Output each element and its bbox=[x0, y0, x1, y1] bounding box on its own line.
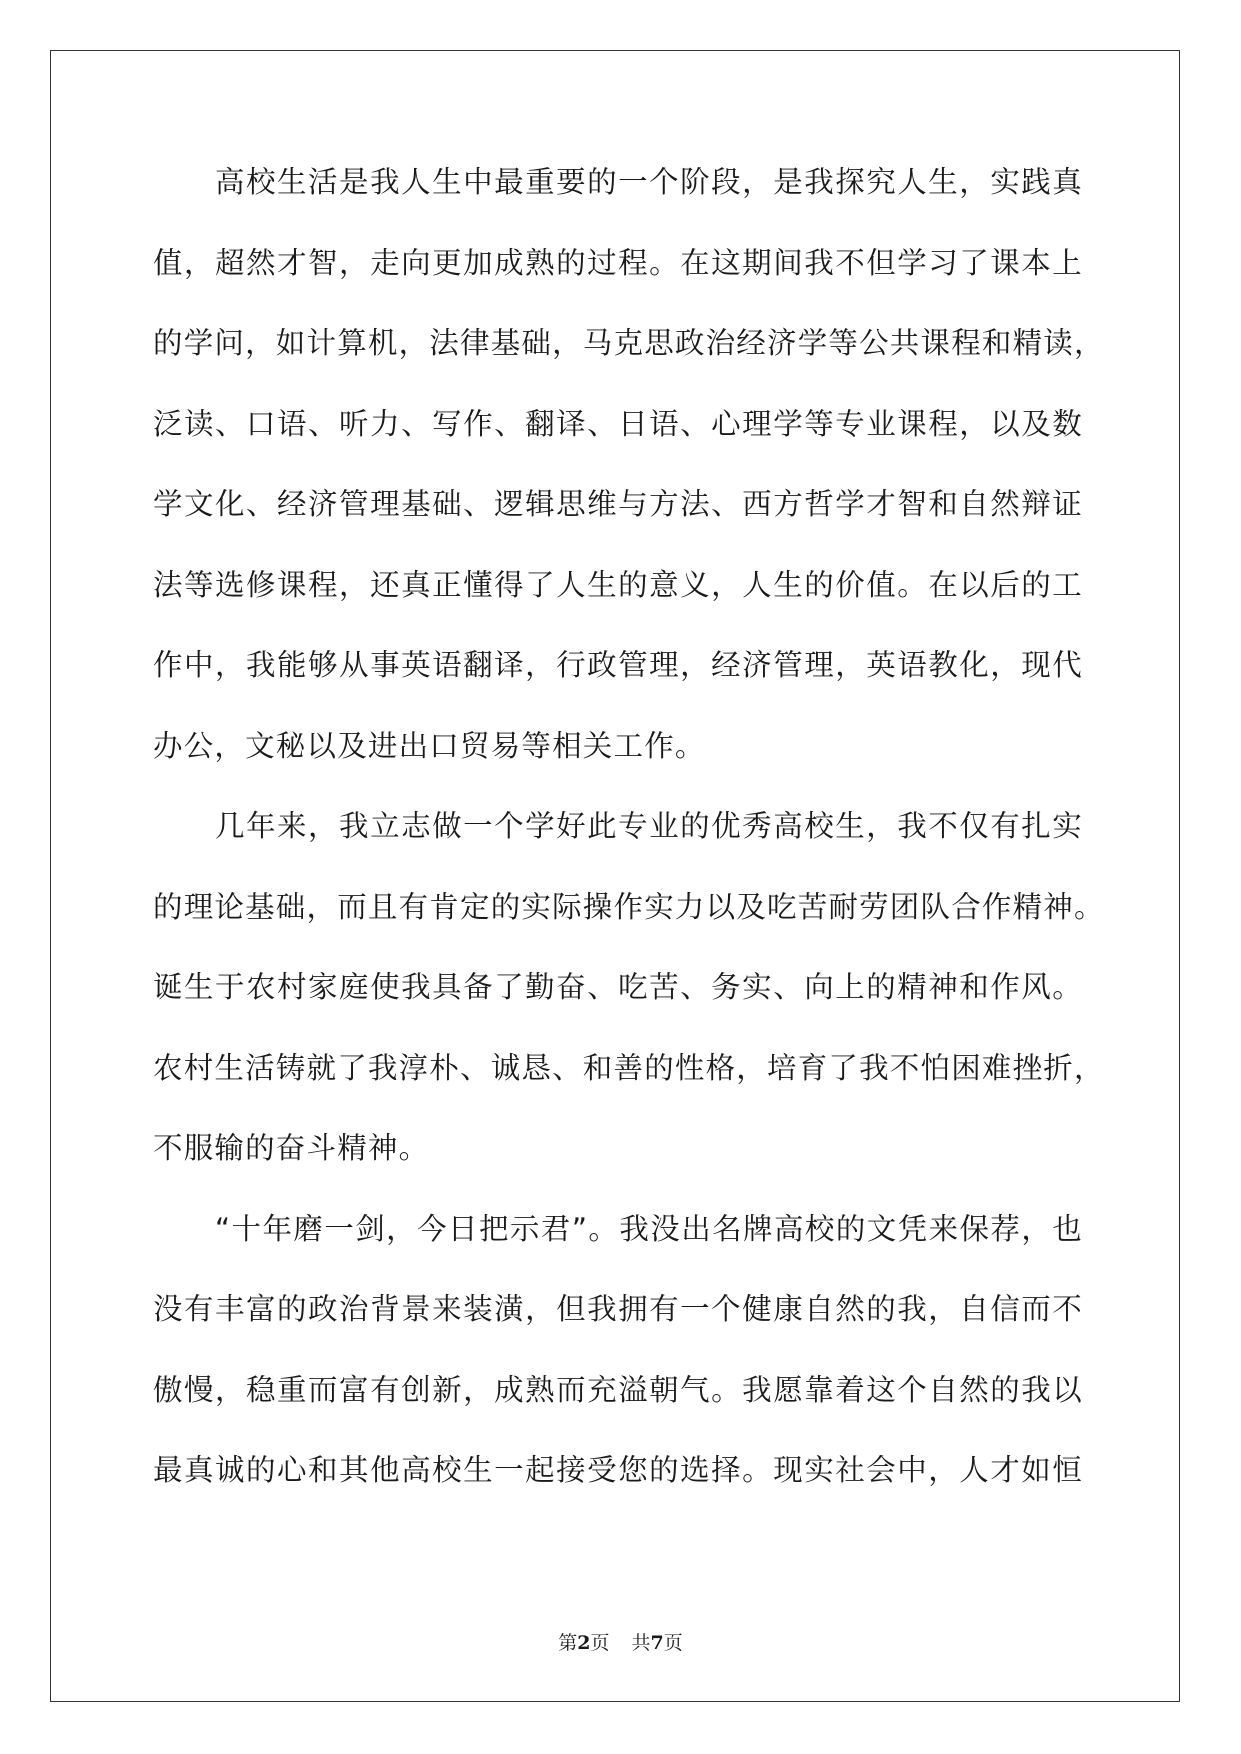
text-line: 泛读、口语、听力、写作、翻译、日语、心理学等专业课程，以及数 bbox=[153, 406, 1083, 441]
text-line: “十年磨一剑，今日把示君”。我没出名牌高校的文凭来保荐，也 bbox=[153, 1211, 1083, 1246]
text-line: 的学问，如计算机，法律基础，马克思政治经济学等公共课程和精读， bbox=[153, 326, 1105, 360]
text-line: 作中，我能够从事英语翻译，行政管理，经济管理，英语教化，现代 bbox=[153, 648, 1083, 682]
text-line: 的理论基础，而且有肯定的实际操作实力以及吃苦耐劳团队合作精神。 bbox=[153, 889, 1105, 924]
document-body bbox=[153, 160, 1105, 1529]
total-suffix: 页 bbox=[663, 1632, 683, 1654]
page-suffix: 页 bbox=[590, 1632, 610, 1654]
text-line: 几年来，我立志做一个学好此专业的优秀高校生，我不仅有扎实 bbox=[153, 809, 1083, 843]
text-line: 没有丰富的政治背景来装潢，但我拥有一个健康自然的我，自信而不 bbox=[153, 1292, 1083, 1326]
text-line: 农村生活铸就了我淳朴、诚恳、和善的性格，培育了我不怕困难挫折， bbox=[153, 1050, 1105, 1085]
total-prefix: 共 bbox=[631, 1632, 651, 1654]
text-line: 高校生活是我人生中最重要的一个阶段，是我探究人生，实践真 bbox=[153, 165, 1083, 199]
paragraph-1 bbox=[153, 160, 1105, 804]
text-line: 傲慢，稳重而富有创新，成熟而充溢朝气。我愿靠着这个自然的我以 bbox=[153, 1372, 1083, 1407]
text-line: 学文化、经济管理基础、逻辑思维与方法、西方哲学才智和自然辩证 bbox=[153, 487, 1083, 521]
paragraph-2 bbox=[153, 804, 1105, 1207]
text-line: 法等选修课程，还真正懂得了人生的意义，人生的价值。在以后的工 bbox=[153, 567, 1083, 602]
page-prefix: 第 bbox=[558, 1632, 578, 1654]
text-line: 值，超然才智，走向更加成熟的过程。在这期间我不但学习了课本上 bbox=[153, 245, 1083, 280]
page-number: 2 bbox=[577, 1632, 591, 1654]
page-footer bbox=[0, 1628, 1241, 1655]
text-line: 最真诚的心和其他高校生一起接受您的选择。现实社会中，人才如恒 bbox=[153, 1453, 1083, 1487]
paragraph-3 bbox=[153, 1207, 1083, 1529]
total-pages: 7 bbox=[650, 1632, 664, 1654]
text-line: 办公，文秘以及进出口贸易等相关工作。 bbox=[153, 728, 706, 763]
text-line: 诞生于农村家庭使我具备了勤奋、吃苦、务实、向上的精神和作风。 bbox=[153, 970, 1083, 1004]
text-line: 不服输的奋斗精神。 bbox=[153, 1131, 430, 1165]
